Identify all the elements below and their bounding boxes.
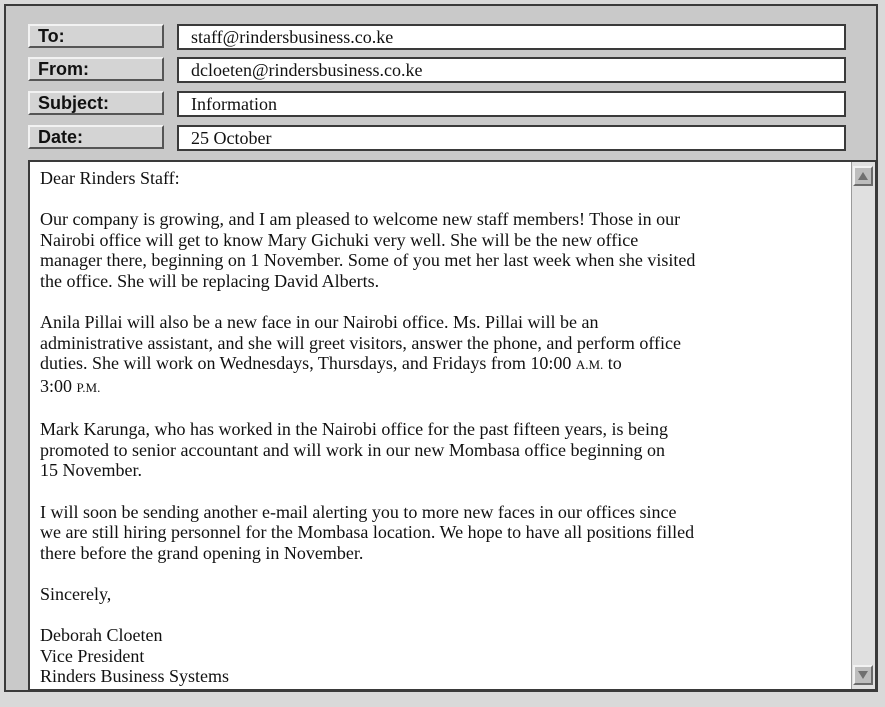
text-line: Nairobi office will get to know Mary Gichuki very well. She will be the new office	[40, 229, 639, 250]
from-label: From:	[28, 57, 164, 81]
text-line: 15 November.	[40, 460, 142, 481]
paragraph-1	[40, 209, 852, 291]
paragraph-3	[40, 419, 852, 481]
message-body[interactable]	[28, 160, 877, 691]
scroll-up-button[interactable]	[853, 166, 873, 186]
text-line: I will soon be sending another e-mail alerting you to more new faces in our offices since	[40, 501, 677, 522]
to-field[interactable]: staff@rindersbusiness.co.ke	[177, 24, 846, 50]
date-field[interactable]: 25 October	[177, 125, 846, 151]
signature-company: Rinders Business Systems	[40, 666, 230, 687]
text-line: Our company is growing, and I am pleased to welcome new staff members! Those in our	[40, 209, 681, 230]
signature-title: Vice President	[40, 645, 145, 666]
to-label: To:	[28, 24, 164, 48]
signature-name: Deborah Cloeten	[40, 625, 163, 646]
from-field[interactable]: dcloeten@rindersbusiness.co.ke	[177, 57, 846, 83]
date-label: Date:	[28, 125, 164, 149]
signature-block	[40, 625, 852, 687]
subject-field[interactable]: Information	[177, 91, 846, 117]
greeting: Dear Rinders Staff:	[40, 168, 180, 188]
email-window	[4, 4, 878, 692]
closing: Sincerely,	[40, 583, 112, 604]
text-line: Anila Pillai will also be a new face in our Nairobi office. Ms. Pillai will be an	[40, 312, 599, 333]
triangle-up-icon	[857, 171, 869, 181]
message-text	[40, 168, 852, 707]
subject-label: Subject:	[28, 91, 164, 115]
text-line: the office. She will be replacing David Alberts.	[40, 270, 380, 291]
text-line: administrative assistant, and she will greet visitors, answer the phone, and perform office	[40, 332, 681, 353]
scroll-down-button[interactable]	[853, 665, 873, 685]
time-suffix: P.M.	[76, 379, 101, 395]
paragraph-2	[40, 312, 852, 398]
text-line: duties. She will work on Wednesdays, Thursdays, and Fridays from 10:00 A.M. to	[40, 353, 622, 374]
text-line: promoted to senior accountant and will work in our new Mombasa office beginning on	[40, 439, 666, 460]
time-suffix: A.M.	[575, 357, 604, 373]
text-line: Mark Karunga, who has worked in the Nairobi office for the past fifteen years, is being	[40, 419, 668, 440]
vertical-scrollbar[interactable]	[851, 162, 875, 689]
text-line: 3:00 P.M.	[40, 375, 101, 396]
paragraph-4	[40, 502, 852, 564]
text-line: manager there, beginning on 1 November. Some of you met her last week when she visited	[40, 250, 696, 271]
triangle-down-icon	[857, 670, 869, 680]
text-line: there before the grand opening in November.	[40, 542, 364, 563]
text-line: we are still hiring personnel for the Mombasa location. We hope to have all positions filled	[40, 522, 695, 543]
